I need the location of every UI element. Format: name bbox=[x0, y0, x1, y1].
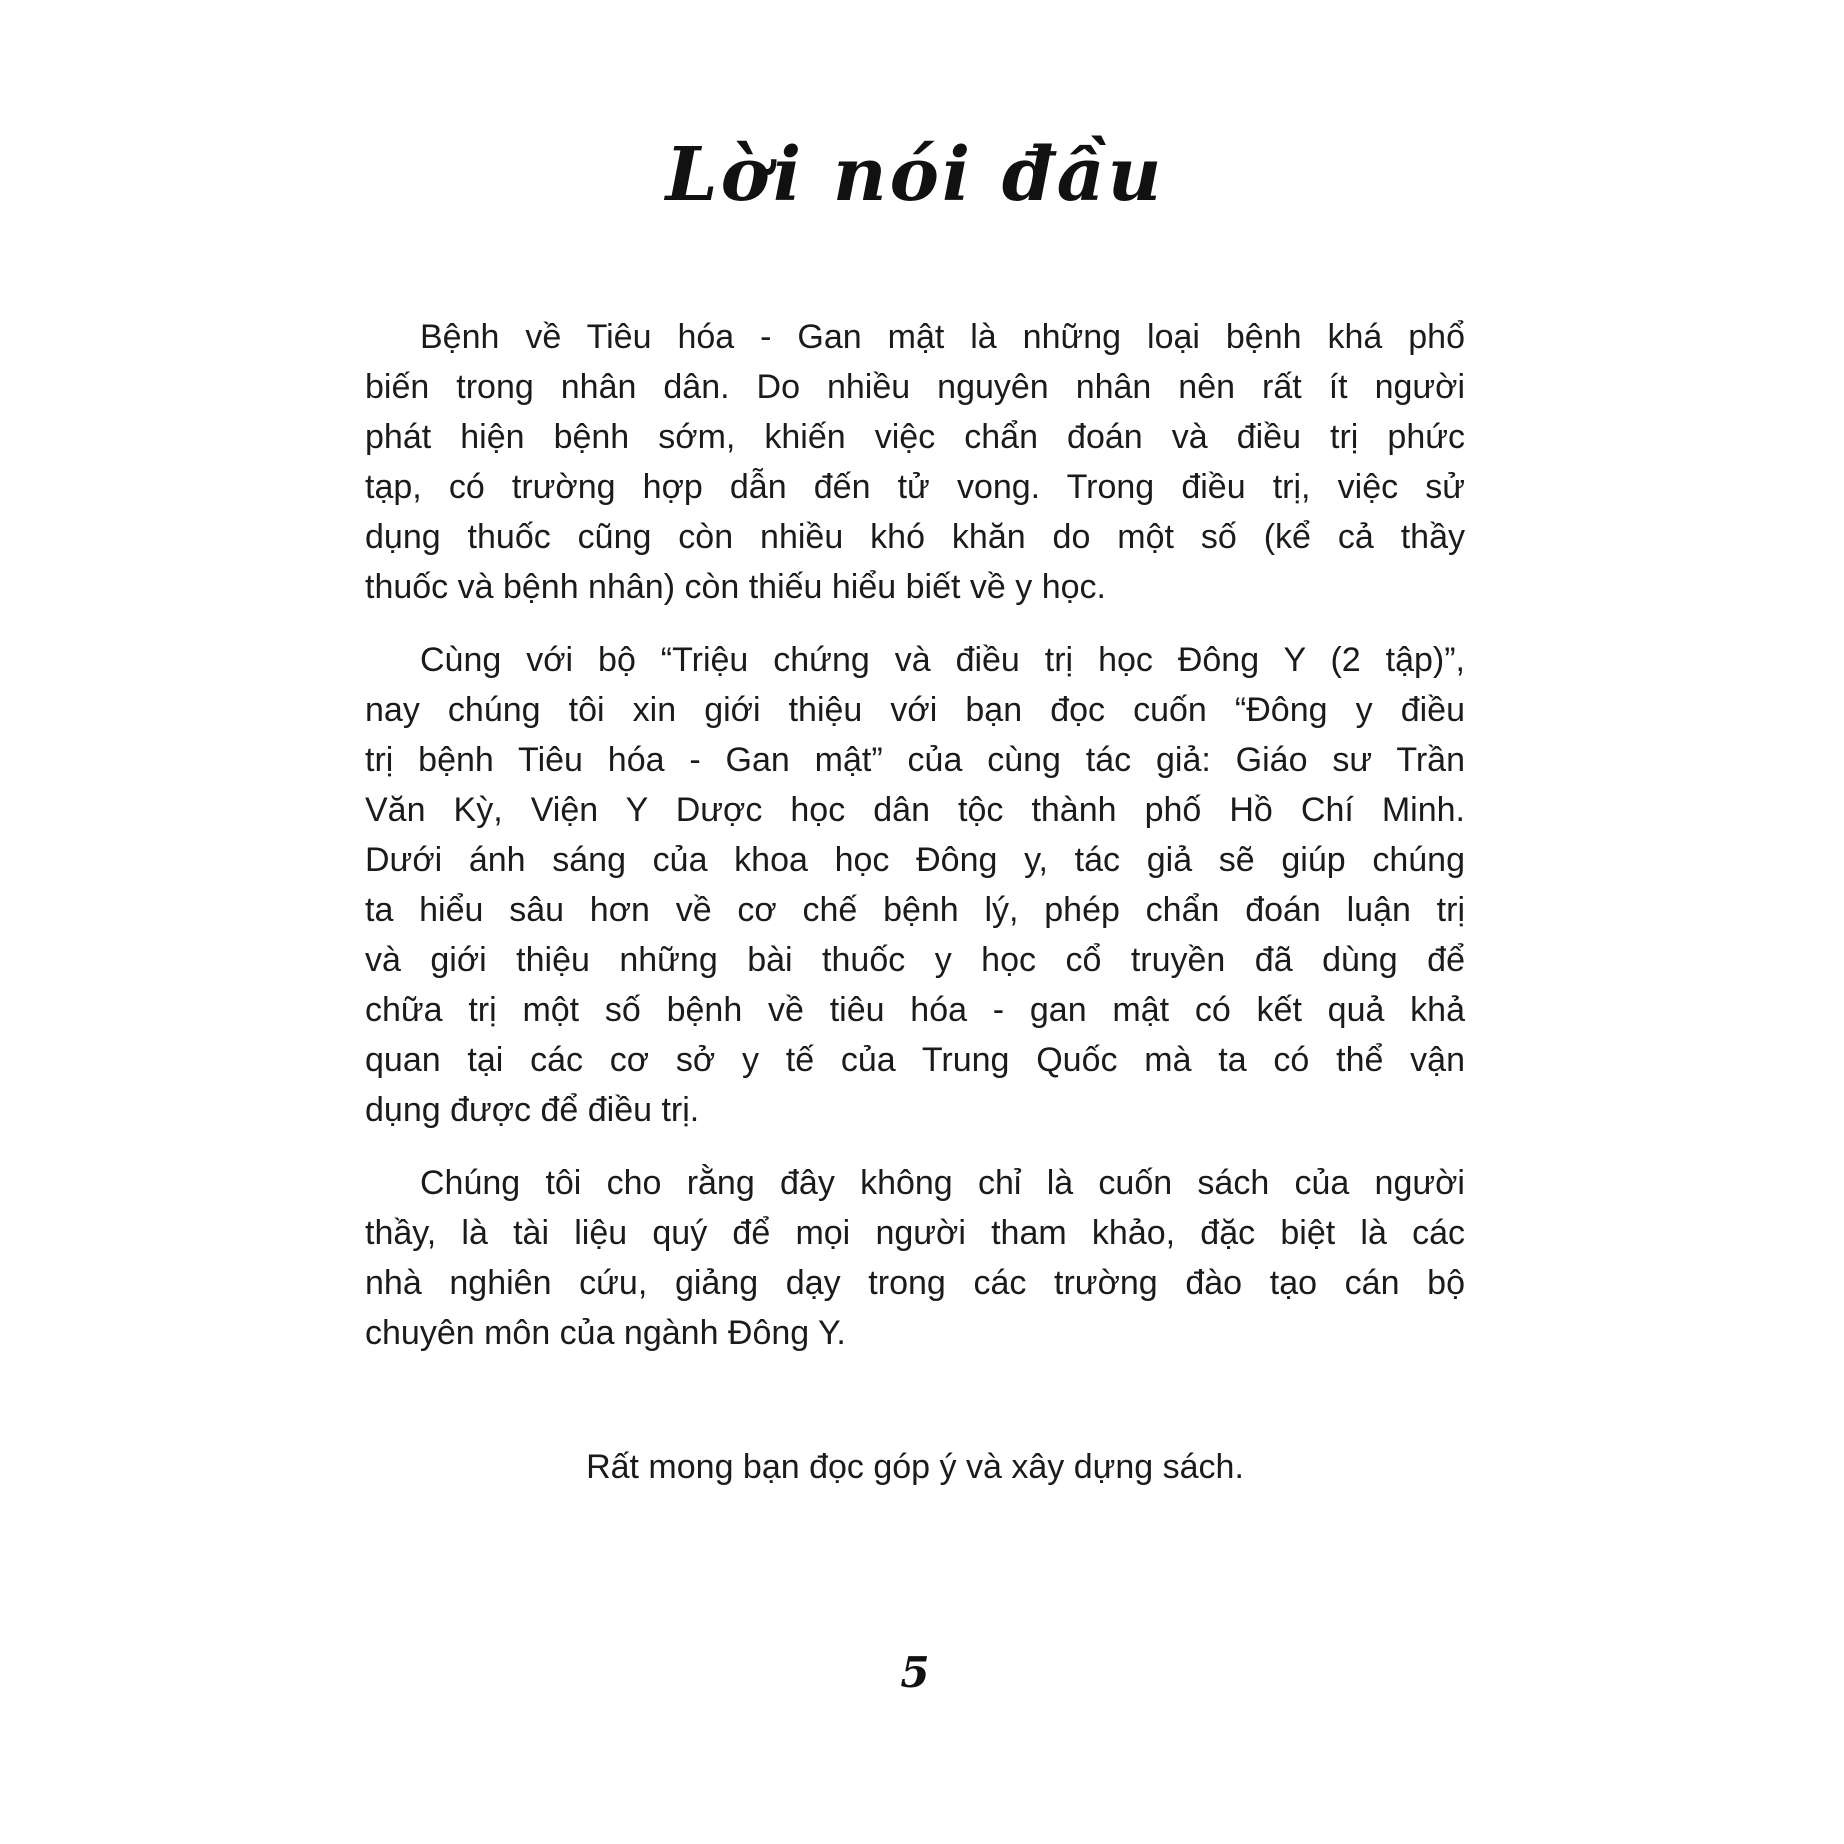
body-line: ta hiểu sâu hơn về cơ chế bệnh lý, phép chẩn đoán luận trị bbox=[365, 891, 1465, 929]
page-number: 5 bbox=[900, 1648, 930, 1697]
page-title: Lời nói đầu bbox=[665, 132, 1165, 218]
body-line: thầy, là tài liệu quý để mọi người tham khảo, đặc biệt là các bbox=[365, 1214, 1465, 1252]
body-line: biến trong nhân dân. Do nhiều nguyên nhân nên rất ít người bbox=[365, 368, 1465, 406]
body-text bbox=[365, 312, 1465, 1492]
closing-line: Rất mong bạn đọc góp ý và xây dựng sách. bbox=[586, 1448, 1244, 1486]
body-line: Dưới ánh sáng của khoa học Đông y, tác giả sẽ giúp chúng bbox=[365, 841, 1465, 879]
body-line: Chúng tôi cho rằng đây không chỉ là cuốn sách của người bbox=[420, 1164, 1465, 1202]
paragraph-intro bbox=[365, 312, 1465, 612]
body-line: và giới thiệu những bài thuốc y học cổ truyền đã dùng để bbox=[365, 941, 1465, 979]
body-line: quan tại các cơ sở y tế của Trung Quốc mà ta có thể vận bbox=[365, 1041, 1465, 1079]
body-line: Bệnh về Tiêu hóa - Gan mật là những loại bệnh khá phổ bbox=[420, 318, 1465, 356]
body-line: dụng được để điều trị. bbox=[365, 1091, 700, 1129]
body-line: nay chúng tôi xin giới thiệu với bạn đọc cuốn “Đông y điều bbox=[365, 691, 1465, 729]
body-line: Văn Kỳ, Viện Y Dược học dân tộc thành phố Hồ Chí Minh. bbox=[365, 791, 1465, 829]
body-line: nhà nghiên cứu, giảng dạy trong các trường đào tạo cán bộ bbox=[365, 1264, 1465, 1302]
body-line: tạp, có trường hợp dẫn đến tử vong. Trong điều trị, việc sử bbox=[365, 468, 1465, 506]
body-line: trị bệnh Tiêu hóa - Gan mật” của cùng tác giả: Giáo sư Trần bbox=[365, 741, 1465, 779]
body-line: chữa trị một số bệnh về tiêu hóa - gan mật có kết quả khả bbox=[365, 991, 1465, 1029]
paragraph-book-introduction bbox=[365, 635, 1465, 1135]
body-line: Cùng với bộ “Triệu chứng và điều trị học Đông Y (2 tập)”, bbox=[420, 641, 1465, 679]
paragraph-conclusion bbox=[365, 1158, 1465, 1358]
body-line: phát hiện bệnh sớm, khiến việc chẩn đoán và điều trị phức bbox=[365, 418, 1465, 456]
body-line: thuốc và bệnh nhân) còn thiếu hiểu biết về y học. bbox=[365, 568, 1106, 606]
body-line: dụng thuốc cũng còn nhiều khó khăn do một số (kể cả thầy bbox=[365, 518, 1465, 556]
body-line: chuyên môn của ngành Đông Y. bbox=[365, 1314, 846, 1352]
